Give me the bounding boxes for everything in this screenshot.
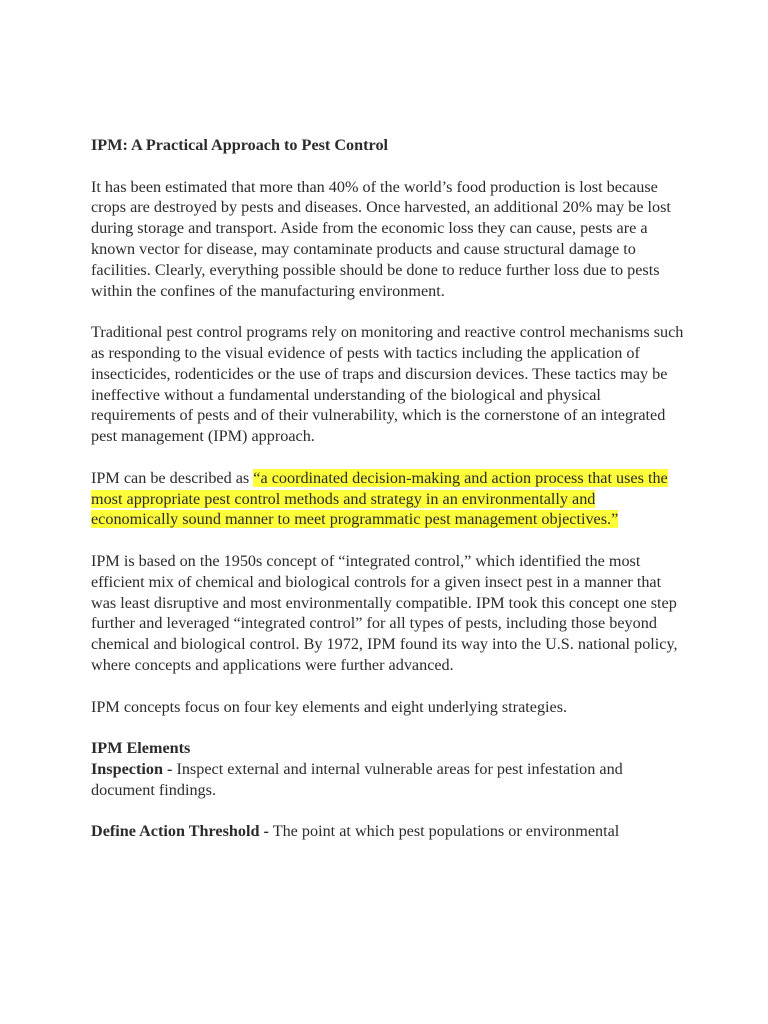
definition-intro: IPM can be described as — [91, 468, 254, 487]
paragraph-ipm-concepts: IPM concepts focus on four key elements and eight underlying strategies. — [91, 697, 568, 716]
document-title: IPM: A Practical Approach to Pest Control — [91, 136, 389, 154]
paragraph-traditional-control: Traditional pest control programs rely on monitoring and reactive control mechanisms such as responding to the visual evidence of pests with tactics including the application of insecticides, rodenticides or the use of traps and discursion devices. These tactics may be ineffective without a fundamental understanding of the biological and physical requirements of pests and of their vulnerability, which is the cornerstone of an integrated pest management (IPM) approach. — [91, 323, 684, 446]
element-inspection — [91, 759, 686, 801]
document-page — [91, 135, 686, 863]
ipm-elements-heading: IPM Elements — [91, 739, 191, 758]
inspection-description: Inspect external and internal vulnerable areas for pest infestation and document findings. — [91, 759, 623, 799]
paragraph-ipm-definition — [91, 468, 686, 530]
highlighted-definition-quote: “a coordinated decision-making and action process that uses the most appropriate pest control methods and strategy in an environmentally and economically sound manner to meet programmatic pest management objectives.” — [91, 468, 668, 529]
element-action-threshold — [91, 821, 686, 842]
inspection-term: Inspection - — [91, 759, 173, 778]
action-threshold-term: Define Action Threshold - — [91, 822, 269, 841]
paragraph-ipm-history: IPM is based on the 1950s concept of “integrated control,” which identified the most efficient mix of chemical and biological controls for a given insect pest in a manner that was least disruptive and most environmentally compatible. IPM took this concept one step further and leveraged “integrated control” for all types of pests, including those beyond chemical and biological control. By 1972, IPM found its way into the U.S. national policy, where concepts and applications were further advanced. — [91, 551, 678, 674]
action-threshold-description: The point at which pest populations or environmental — [268, 822, 620, 841]
paragraph-food-loss: It has been estimated that more than 40% of the world’s food production is lost because crops are destroyed by pests and diseases. Once harvested, an additional 20% may be lost during storage and transport. Aside from the economic loss they can cause, pests are a known vector for disease, may contaminate products and cause structural damage to facilities. Clearly, everything possible should be done to reduce further loss due to pests within the confines of the manufacturing environment. — [91, 177, 671, 300]
